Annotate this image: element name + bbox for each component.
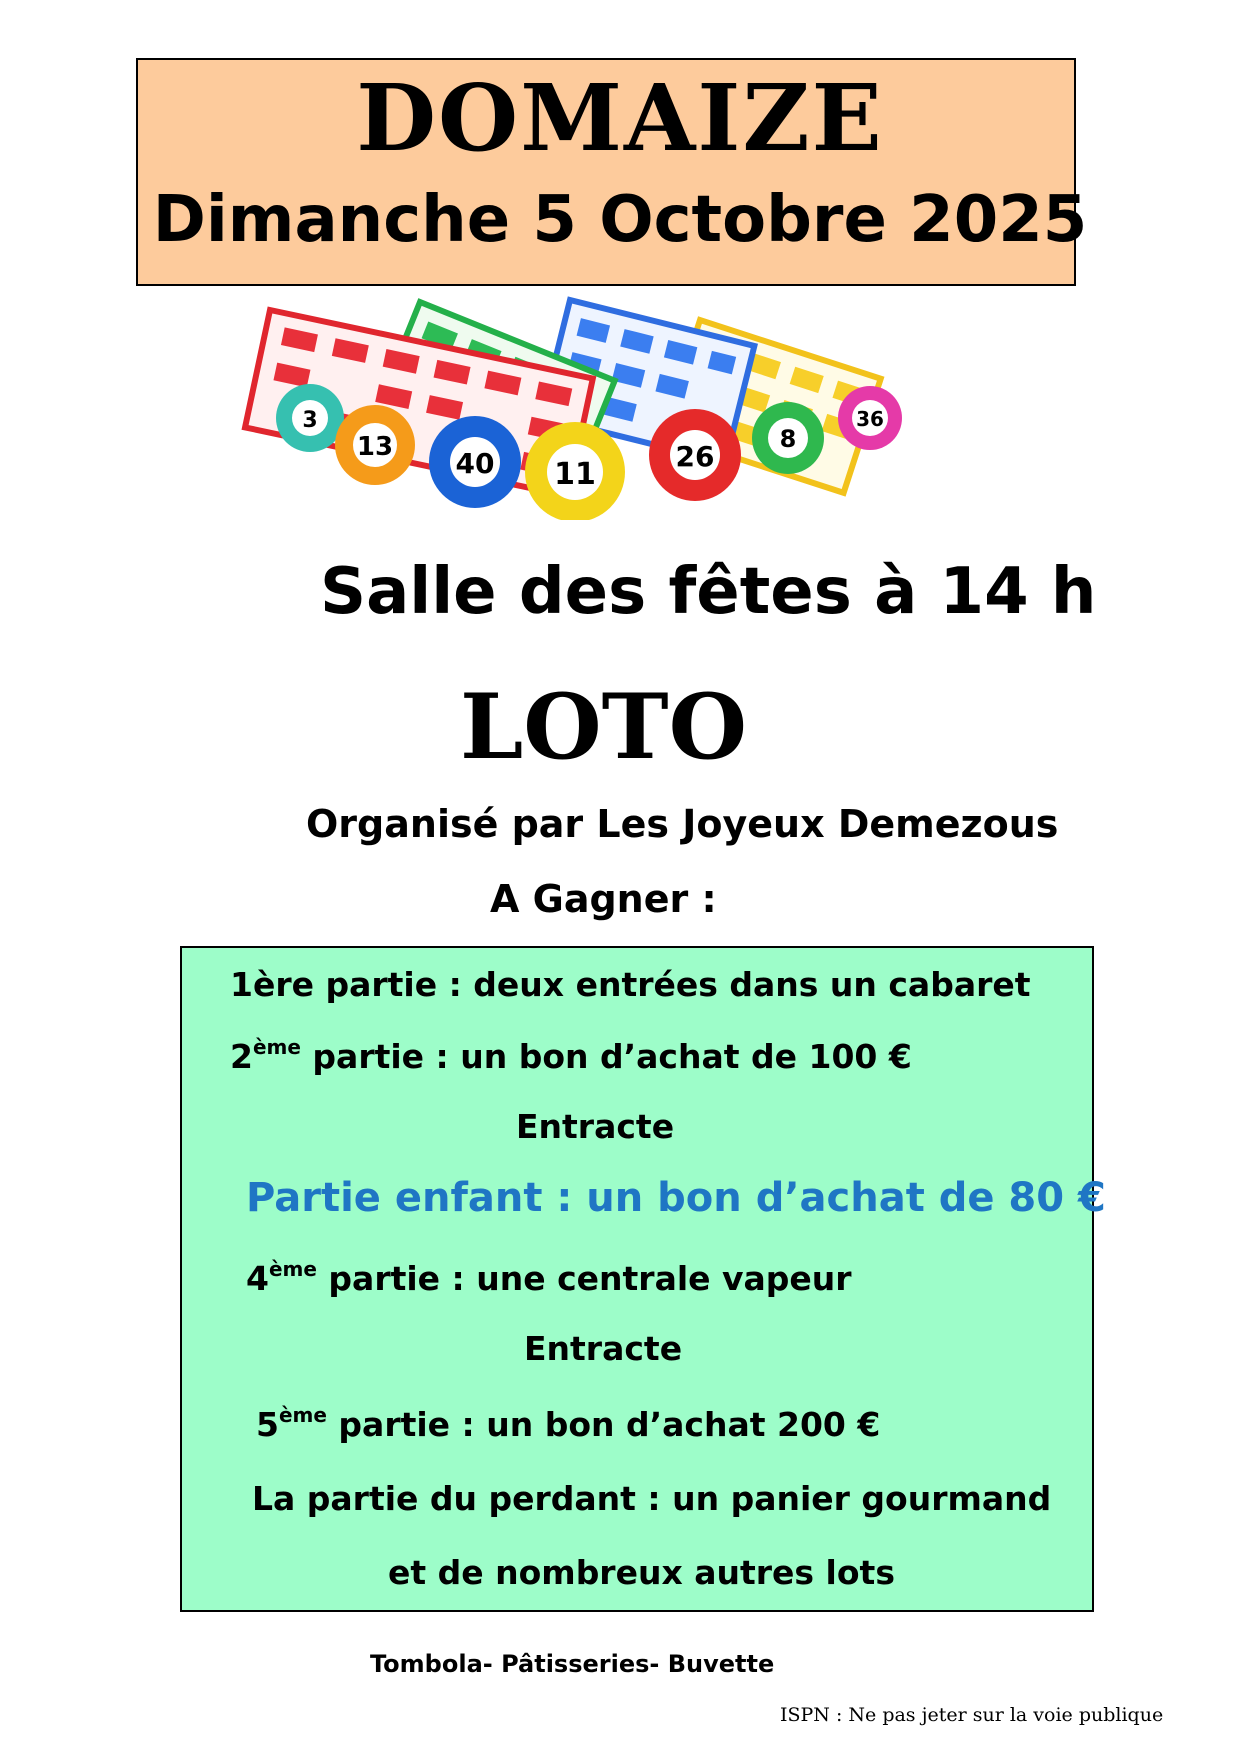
bingo-ball-36 <box>838 386 902 450</box>
event-date: Dimanche 5 Octobre 2025 <box>152 183 1088 257</box>
organizer: Organisé par Les Joyeux Demezous <box>306 802 1059 846</box>
extras-footer: Tombola- Pâtisseries- Buvette <box>370 1650 775 1678</box>
game-5-suffix: ème <box>278 1403 327 1427</box>
game-2-suffix: ème <box>252 1035 301 1059</box>
game-4-text: partie : une centrale vapeur <box>316 1259 852 1298</box>
prize-game-5 <box>256 1403 881 1444</box>
intermission-1: Entracte <box>516 1107 675 1146</box>
bingo-ball-8 <box>752 402 824 474</box>
prizes-box <box>180 946 1106 1612</box>
bingo-ball-26 <box>649 409 741 501</box>
prize-game-4 <box>246 1257 852 1298</box>
town-title: DOMAIZE <box>356 64 884 172</box>
prize-others: et de nombreux autres lots <box>388 1553 895 1592</box>
bingo-ball-13 <box>335 405 415 485</box>
bingo-cards-and-balls-illustration <box>230 290 1010 520</box>
prize-kids-game: Partie enfant : un bon d’achat de 80 € <box>246 1175 1106 1221</box>
intermission-2: Entracte <box>524 1329 683 1368</box>
ball-number-40: 40 <box>455 447 495 480</box>
ball-number-11: 11 <box>554 457 596 492</box>
game-4-suffix: ème <box>268 1257 317 1281</box>
game-2-ordinal: 2 <box>230 1037 253 1076</box>
bingo-ball-11 <box>525 422 625 520</box>
game-5-text: partie : un bon d’achat 200 € <box>326 1405 881 1444</box>
ball-number-36: 36 <box>856 407 884 431</box>
bingo-ball-3 <box>276 384 344 452</box>
bingo-ball-40 <box>429 416 521 508</box>
prize-game-2 <box>230 1035 912 1076</box>
event-title: LOTO <box>460 674 748 780</box>
ball-number-8: 8 <box>779 425 797 453</box>
game-2-text: partie : un bon d’achat de 100 € <box>300 1037 912 1076</box>
disposal-note: ISPN : Ne pas jeter sur la voie publique <box>780 1704 1164 1726</box>
prize-game-1: 1ère partie : deux entrées dans un cabaret <box>230 965 1031 1004</box>
ball-number-3: 3 <box>302 408 318 433</box>
ball-number-13: 13 <box>356 432 394 462</box>
prizes-title: A Gagner : <box>490 877 717 921</box>
game-5-ordinal: 5 <box>256 1405 279 1444</box>
game-4-ordinal: 4 <box>246 1259 269 1298</box>
ball-number-26: 26 <box>675 440 715 473</box>
prize-loser-game: La partie du perdant : un panier gourmand <box>252 1479 1052 1518</box>
venue-and-time: Salle des fêtes à 14 h <box>320 555 1097 629</box>
